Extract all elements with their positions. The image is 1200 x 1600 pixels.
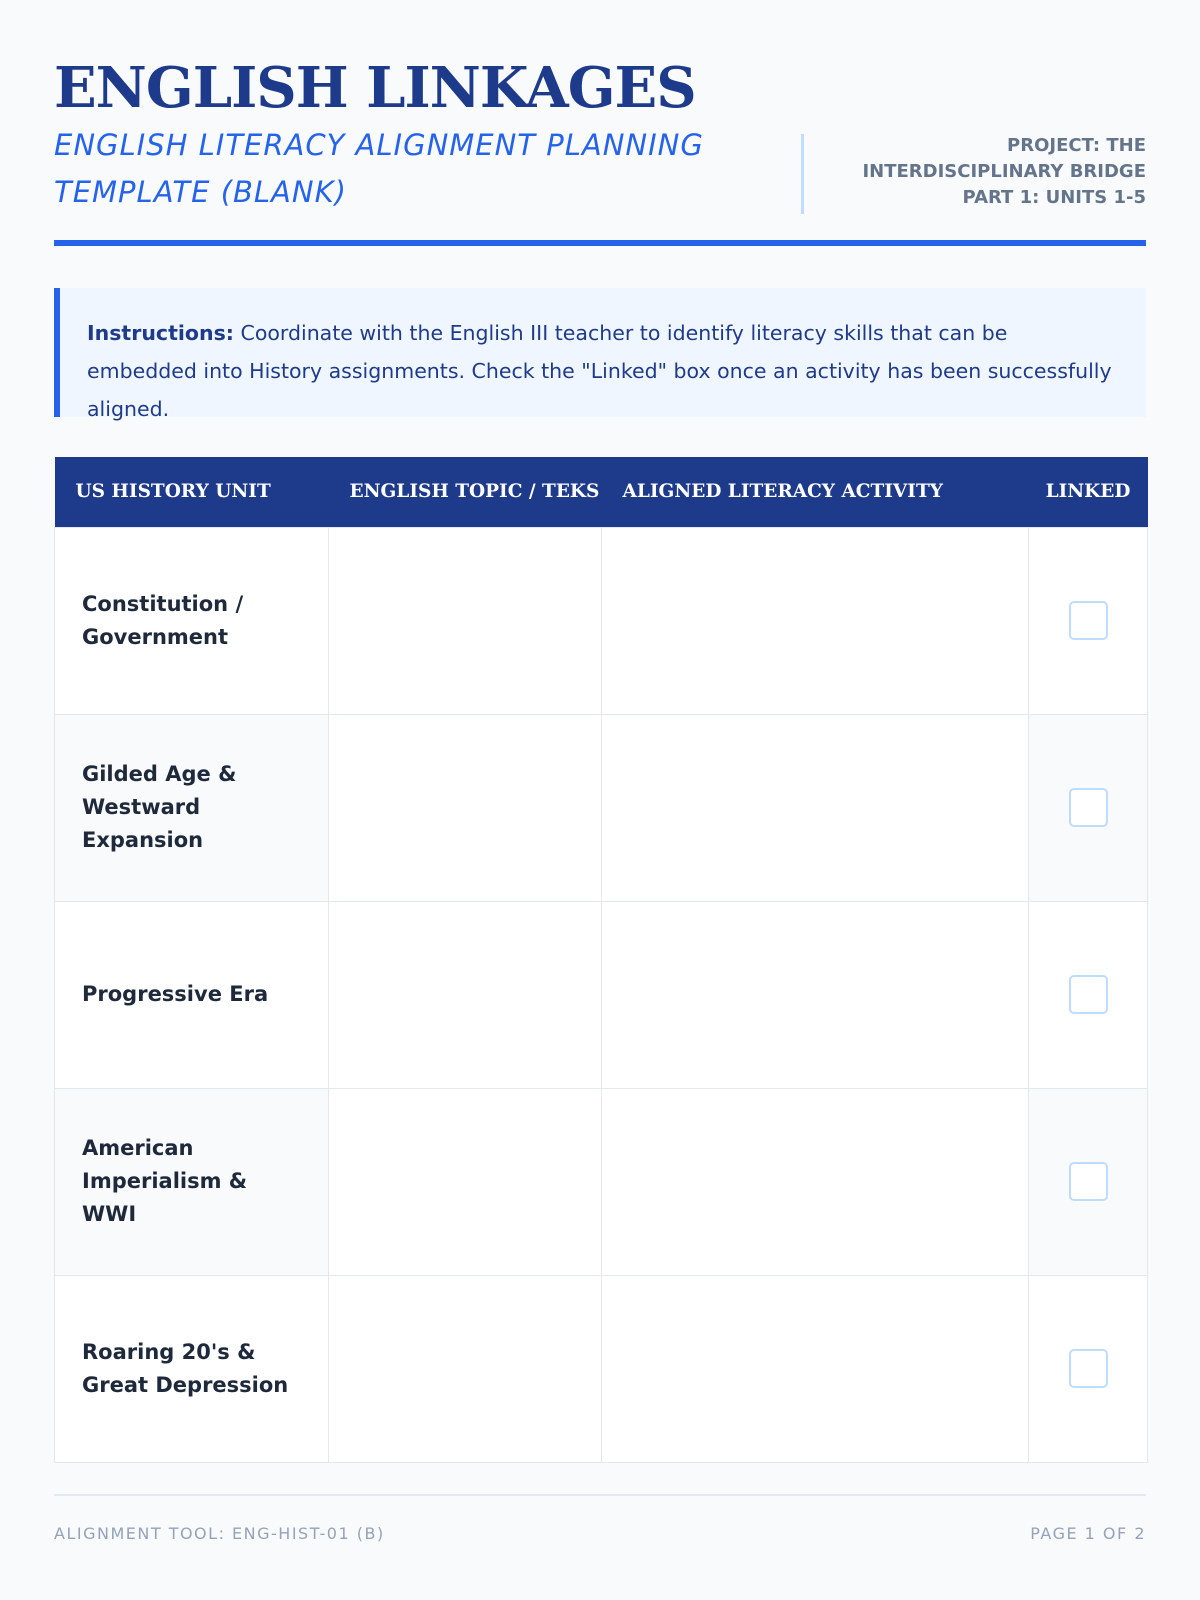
table-row	[55, 1275, 1148, 1462]
linked-checkbox[interactable]	[1069, 788, 1108, 827]
table-row	[55, 527, 1148, 714]
activity-cell[interactable]	[602, 1088, 1029, 1275]
unit-cell: Constitution / Government	[55, 527, 329, 714]
linked-checkbox[interactable]	[1069, 1349, 1108, 1388]
topic-cell[interactable]	[329, 1088, 602, 1275]
column-header-unit: US HISTORY UNIT	[55, 457, 329, 527]
table-row	[55, 714, 1148, 901]
instructions-label: Instructions:	[87, 321, 234, 345]
instructions-box	[54, 288, 1146, 421]
linked-checkbox[interactable]	[1069, 975, 1108, 1014]
project-info	[862, 133, 1146, 211]
linked-cell	[1029, 527, 1148, 714]
table-row	[55, 1088, 1148, 1275]
instructions-text: Coordinate with the English III teacher to identify literacy skills that can be embedded into History assignments. Check the "Linked" box once an activity has been successfully aligned.	[87, 321, 1112, 421]
column-header-topic: ENGLISH TOPIC / TEKS	[329, 457, 602, 527]
alignment-table	[54, 457, 1148, 1463]
linked-cell	[1029, 901, 1148, 1088]
linked-cell	[1029, 1088, 1148, 1275]
activity-cell[interactable]	[602, 901, 1029, 1088]
activity-cell[interactable]	[602, 1275, 1029, 1462]
column-header-linked: LINKED	[1029, 457, 1148, 527]
page-title: ENGLISH LINKAGES	[54, 55, 696, 121]
footer-tool-id: ALIGNMENT TOOL: ENG-HIST-01 (B)	[54, 1524, 385, 1543]
page-number: PAGE 1 OF 2	[1030, 1524, 1146, 1543]
table-row	[55, 901, 1148, 1088]
activity-cell[interactable]	[602, 527, 1029, 714]
topic-cell[interactable]	[329, 901, 602, 1088]
table-header-row	[55, 457, 1148, 527]
unit-cell: Progressive Era	[55, 901, 329, 1088]
unit-cell: American Imperialism & WWI	[55, 1088, 329, 1275]
linked-checkbox[interactable]	[1069, 601, 1108, 640]
page-subtitle: ENGLISH LITERACY ALIGNMENT PLANNING TEMPLATE (BLANK)	[54, 128, 704, 209]
unit-cell: Roaring 20's & Great Depression	[55, 1275, 329, 1462]
header-divider	[801, 134, 804, 214]
column-header-activity: ALIGNED LITERACY ACTIVITY	[602, 457, 1029, 527]
header-rule	[54, 240, 1146, 246]
footer-rule	[54, 1494, 1146, 1496]
activity-cell[interactable]	[602, 714, 1029, 901]
project-line-1: PROJECT: THE	[1007, 135, 1146, 156]
topic-cell[interactable]	[329, 527, 602, 714]
linked-checkbox[interactable]	[1069, 1162, 1108, 1201]
project-line-3: PART 1: UNITS 1-5	[962, 187, 1146, 208]
project-line-2: INTERDISCIPLINARY BRIDGE	[862, 161, 1146, 182]
topic-cell[interactable]	[329, 1275, 602, 1462]
linked-cell	[1029, 1275, 1148, 1462]
linked-cell	[1029, 714, 1148, 901]
topic-cell[interactable]	[329, 714, 602, 901]
header	[54, 56, 1146, 246]
unit-cell: Gilded Age & Westward Expansion	[55, 714, 329, 901]
